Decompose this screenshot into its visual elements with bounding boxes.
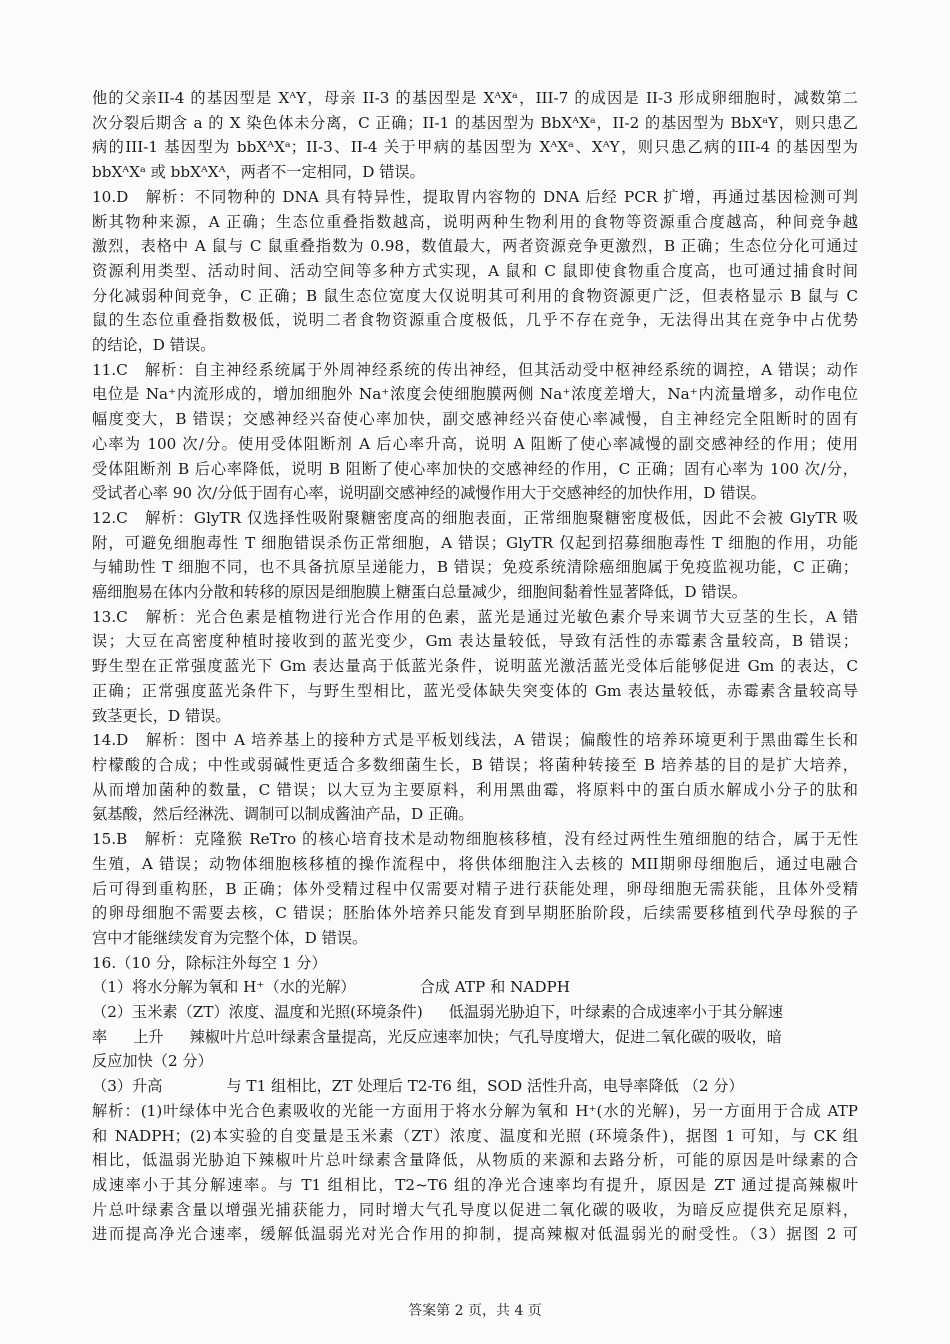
text-line: 心率为 100 次/分。使用受体阻断剂 A 后心率升高，说明 A 阻断了使心率减慢的副交感神经的作用；使用 [92, 434, 858, 453]
q16-answer-2-line-2 [92, 1025, 858, 1050]
text-line: 野生型在正常强度蓝光下 Gm 表达量高于低蓝光条件，说明蓝光激活蓝光受体后能够促进 Gm 的表达，C [92, 657, 858, 676]
text-line: 癌细胞易在体内分散和转移的原因是细胞膜上糖蛋白总量减少，细胞间黏着性显著降低，D 错误。 [92, 583, 747, 602]
text-line: 断其物种来源，A 正确；生态位重叠指数越高，说明两种生物利用的食物等资源重合度越高，种间竞争越 [92, 212, 858, 231]
text-line: bbXᴬXᵃ 或 bbXᴬXᴬ，两者不一定相同，D 错误。 [92, 163, 425, 182]
text-line: 10.D 解析：不同物种的 DNA 具有特异性，提取胃内容物的 DNA 后经 PCR 扩增，再通过基因检测可判 [92, 187, 858, 206]
answer-paragraph-q13 [92, 605, 858, 729]
q16-answer-3-right: 与 T1 组相比，ZT 处理后 T2-T6 组，SOD 活性升高，电导率降低 （2 分） [226, 1077, 744, 1096]
q16-answer-2b-left: 率 [92, 1027, 108, 1046]
text-line: 从而增加菌种的数量，C 错误；以大豆为主要原料，利用黑曲霉，将原料中的蛋白质水解成小分子的肽和 [92, 780, 858, 799]
q16-header: 16.（10 分，除标注外每空 1 分） [92, 953, 327, 972]
text-line: 幅度变大，B 错误；交感神经兴奋使心率加快，副交感神经兴奋使心率减慢，自主神经完全阻断时的固有 [92, 410, 858, 429]
answer-content [92, 86, 858, 1247]
text-line: 12.C 解析：GlyTR 仅选择性吸附聚糖密度高的细胞表面，正常细胞聚糖密度极低，因此不会被 GlyTR 吸 [92, 508, 858, 527]
q16-answer-2b-mid: 上升 [133, 1027, 164, 1046]
q16-answer-3-left: （3）升高 [92, 1077, 163, 1096]
text-line: 与辅助性 T 细胞不同，也不具备抗原呈递能力，B 错误；免疫系统清除癌细胞属于免疫监视功能，C 正确； [92, 558, 858, 577]
q16-answer-1-right: 合成 ATP 和 NADPH [419, 978, 571, 997]
text-line: 激烈，表格中 A 鼠与 C 鼠重叠指数为 0.98，数值最大，两者资源竞争更激烈，B 正确；生态位分化可通过 [92, 237, 858, 256]
text-line: 片总叶绿素含量以增强光捕获能力，同时增大气孔导度以促进二氧化碳的吸收，为暗反应提供充足原料， [92, 1200, 858, 1219]
q16-answer-2-line-1 [92, 1000, 858, 1025]
text-line: 11.C 解析：自主神经系统属于外周神经系统的传出神经，但其活动受中枢神经系统的调控，A 错误；动作 [92, 360, 858, 379]
text-line: 生殖，A 错误；动物体细胞核移植的操作流程中，将供体细胞注入去核的 MII期卵母细胞后，通过电融合 [92, 854, 858, 873]
text-line: 氨基酸，然后经淋洗、调制可以制成酱油产品，D 正确。 [92, 805, 474, 824]
answer-paragraphs [92, 86, 858, 951]
text-line: 致茎更长，D 错误。 [92, 706, 231, 725]
q16-answer-1 [92, 975, 858, 1000]
text-line: 误；大豆在高密度种植时接收到的蓝光变少，Gm 表达量较低，导致有活性的赤霉素含量较高，B 错误； [92, 632, 858, 651]
page-footer: 答案第 2 页，共 4 页 [408, 1303, 542, 1319]
q16-answer-2-left: （2）玉米素（ZT）浓度、温度和光照(环境条件) [92, 1003, 423, 1022]
q16-block [92, 951, 858, 1247]
text-line: 13.C 解析：光合色素是植物进行光合作用的色素，蓝光是通过光敏色素介导来调节大豆茎的生长，A 错 [92, 607, 858, 626]
text-line: 受试者心率 90 次/分低于固有心率，说明副交感神经的减慢作用大于交感神经的加快作用，D 错误。 [92, 484, 766, 503]
text-line: 和 NADPH；(2)本实验的自变量是玉米素（ZT）浓度、温度和光照 (环境条件)，据图 1 可知，与 CK 组 [92, 1126, 858, 1145]
text-line: 病的III-1 基因型为 bbXᴬXᵃ；II-3、II-4 关于甲病的基因型为 XᴬXᵃ、XᴬY，则只患乙病的III-4 的基因型为 [92, 138, 858, 157]
answer-paragraph-q12 [92, 506, 858, 605]
text-line: 进而提高净光合速率，缓解低温弱光对光合作用的抑制，提高辣椒对低温弱光的耐受性。（3）据图 2 可 [92, 1225, 858, 1244]
text-line: 后可得到重构胚，B 正确；体外受精过程中仅需要对精子进行获能处理，卵母细胞无需获能，且体外受精 [92, 879, 858, 898]
text-line: 14.D 解析：图中 A 培养基上的接种方式是平板划线法，A 错误；偏酸性的培养环境更利于黑曲霉生长和 [92, 731, 858, 750]
text-line: 相比，低温弱光胁迫下辣椒叶片总叶绿素含量降低，从物质的来源和去路分析，可能的原因是叶绿素的合 [92, 1151, 858, 1170]
text-line: 解析：(1)叶绿体中光合色素吸收的光能一方面用于将水分解为氧和 H⁺(水的光解)，另一方面用于合成 ATP [92, 1101, 858, 1120]
text-line: 他的父亲II-4 的基因型是 XᴬY，母亲 II-3 的基因型是 XᴬXᵃ，III-7 的成因是 II-3 形成卵细胞时，减数第二 [92, 89, 858, 107]
text-line: 正确；正常强度蓝光条件下，与野生型相比，蓝光受体缺失突变体的 Gm 表达量较低，赤霉素含量较高导 [92, 681, 858, 700]
text-line: 的卵母细胞不需要去核，C 错误；胚胎体外培养只能发育到早期胚胎阶段，后续需要移植到代孕母猴的子 [92, 904, 858, 923]
q16-answer-1-left: （1）将水分解为氧和 H⁺（水的光解） [92, 978, 356, 997]
text-line: 电位是 Na⁺内流形成的，增加细胞外 Na⁺浓度会使细胞膜两侧 Na⁺浓度差增大，Na⁺内流量增多，动作电位 [92, 385, 858, 404]
q16-answer-2b-right: 辣椒叶片总叶绿素含量提高，光反应速率加快；气孔导度增大，促进二氧化碳的吸收，暗 [189, 1027, 782, 1046]
text-line: 受体阻断剂 B 后心率降低，说明 B 阻断了使心率加快的交感神经的作用，C 正确；固有心率为 100 次/分， [92, 459, 858, 478]
answer-paragraph-q10 [92, 185, 858, 358]
text-line: 附，可避免细胞毒性 T 细胞错误杀伤正常细胞，A 错误；GlyTR 仅起到招募细胞毒性 T 细胞的作用，功能 [92, 533, 858, 552]
answer-paragraph-q15 [92, 827, 858, 951]
answer-paragraph-q14 [92, 728, 858, 827]
text-line: 次分裂后期含 a 的 X 染色体未分离，C 正确；II-1 的基因型为 BbXᴬXᵃ，II-2 的基因型为 BbXᵃY，则只患乙 [92, 113, 858, 132]
text-line: 成速率小于其分解速率。与 T1 组相比，T2~T6 组的净光合速率均有提升，原因是 ZT 通过提高辣椒叶 [92, 1175, 858, 1194]
q16-explanation [92, 1099, 858, 1247]
q16-answer-3 [92, 1074, 858, 1099]
text-line: 的结论，D 错误。 [92, 336, 216, 355]
answer-paragraph-q9-cont [92, 86, 858, 185]
q16-answer-2-right: 低温弱光胁迫下，叶绿素的合成速率小于其分解速 [448, 1003, 783, 1022]
text-line: 鼠的生态位重叠指数极低，说明二者食物资源重合度极低，几乎不存在竞争，无法得出其在竞争中占优势 [92, 311, 858, 330]
text-line: 15.B 解析：克隆猴 ReTro 的核心培育技术是动物细胞核移植，没有经过两性生殖细胞的结合，属于无性 [92, 830, 858, 849]
text-line: 资源利用类型、活动时间、活动空间等多种方式实现，A 鼠和 C 鼠即使食物重合度高，也可通过捕食时间 [92, 261, 858, 280]
text-line: 柠檬酸的合成；中性或弱碱性更适合多数细菌生长，B 错误；将菌种转接至 B 培养基的目的是扩大培养， [92, 755, 858, 774]
text-line: 宫中才能继续发育为完整个体，D 错误。 [92, 928, 368, 947]
answer-paragraph-q11 [92, 358, 858, 506]
q16-answer-2-line-3: 反应加快（2 分） [92, 1052, 213, 1071]
text-line: 分化减弱种间竞争，C 正确；B 鼠生态位宽度大仅说明其可利用的食物资源更广泛，但表格显示 B 鼠与 C [92, 286, 858, 305]
